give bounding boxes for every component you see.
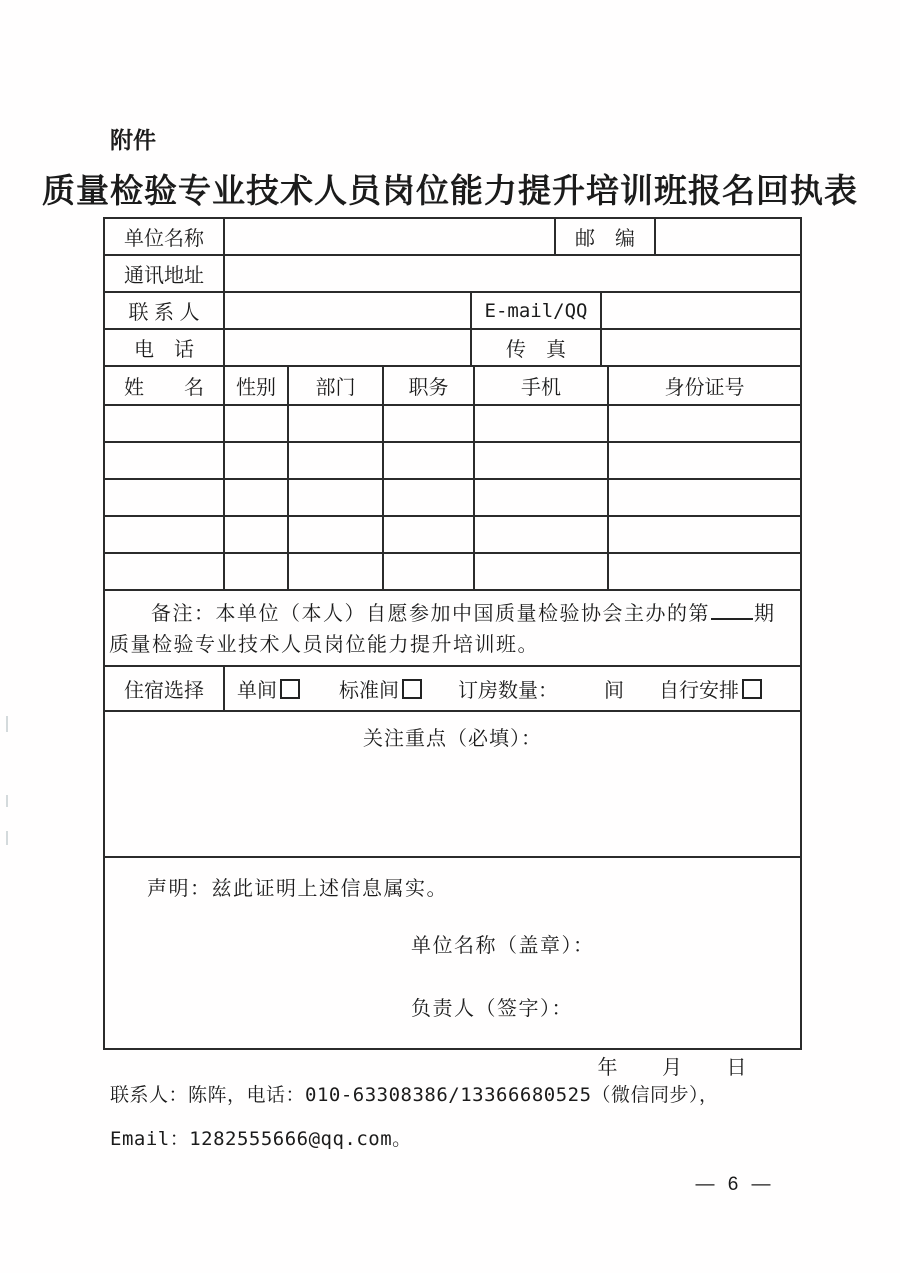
roster-empty-cell <box>384 517 475 552</box>
row-contact <box>105 293 800 330</box>
email-qq-input-area <box>602 293 800 328</box>
roster-empty-cell <box>105 406 225 441</box>
email-qq-label: E-mail/QQ <box>472 293 602 328</box>
roster-empty-cell <box>475 517 609 552</box>
roster-empty-cell <box>475 554 609 589</box>
footer-contact-line: 联系人：陈阵，电话：010-63308386/13366680525（微信同步）， <box>110 1084 719 1106</box>
footer-email-line: Email：1282555666@qq.com。 <box>110 1128 412 1150</box>
row-unit-name <box>105 219 800 256</box>
document-title: 质量检验专业技术人员岗位能力提升培训班报名回执表 <box>42 172 858 209</box>
address-input-area <box>225 256 800 291</box>
attachment-label: 附件 <box>110 127 156 153</box>
roster-empty-cell <box>225 480 289 515</box>
roster-empty-cell <box>609 517 800 552</box>
declaration-row <box>105 858 800 1079</box>
roster-empty-cell <box>225 443 289 478</box>
scan-artifact-mark <box>6 795 8 807</box>
booking-quantity-label: 订房数量： <box>458 680 558 702</box>
unit-name-label: 单位名称 <box>105 219 225 254</box>
roster-empty-cell <box>105 443 225 478</box>
remark-line-2: 质量检验专业技术人员岗位能力提升培训班。 <box>109 634 539 656</box>
roster-empty-cell <box>225 406 289 441</box>
date-line: 年 月 日 <box>597 1057 748 1079</box>
signature-line: 负责人（签字）： <box>411 998 573 1020</box>
declaration-statement: 声明：兹此证明上述信息属实。 <box>147 878 448 900</box>
focus-row <box>105 712 800 858</box>
scan-artifact-mark <box>6 831 8 845</box>
roster-empty-row <box>105 480 800 517</box>
roster-header-mobile: 手机 <box>475 367 609 404</box>
roster-header-position: 职务 <box>384 367 475 404</box>
remark-line-1 <box>109 599 792 630</box>
roster-empty-cell <box>105 554 225 589</box>
roster-empty-cell <box>105 517 225 552</box>
roster-empty-cell <box>384 406 475 441</box>
roster-empty-cell <box>289 406 384 441</box>
roster-empty-cell <box>475 406 609 441</box>
page-number: — 6 — <box>695 1174 775 1195</box>
roster-header-name: 姓 名 <box>105 367 225 404</box>
roster-empty-cell <box>384 480 475 515</box>
lodging-options-cell <box>225 667 800 710</box>
standard-room-checkbox <box>402 679 422 699</box>
roster-empty-cell <box>289 443 384 478</box>
roster-empty-cell <box>609 443 800 478</box>
row-address <box>105 256 800 293</box>
lodging-label: 住宿选择 <box>105 667 225 710</box>
roster-empty-cell <box>289 480 384 515</box>
roster-empty-cell <box>475 443 609 478</box>
roster-empty-cell <box>384 554 475 589</box>
unit-name-input-area <box>225 219 556 254</box>
roster-empty-cell <box>609 480 800 515</box>
focus-label: 关注重点（必填）： <box>363 728 542 750</box>
roster-empty-cell <box>609 554 800 589</box>
registration-form-table <box>103 217 802 1079</box>
lodging-row <box>105 667 800 712</box>
declaration-cell <box>105 858 800 1079</box>
roster-empty-row <box>105 517 800 554</box>
roster-empty-cell <box>609 406 800 441</box>
fax-input-area <box>602 330 800 365</box>
self-arrange-checkbox <box>742 679 762 699</box>
roster-empty-cell <box>105 480 225 515</box>
roster-empty-row <box>105 406 800 443</box>
fax-label: 传 真 <box>472 330 602 365</box>
contact-input-area <box>225 293 472 328</box>
row-phone <box>105 330 800 367</box>
roster-empty-row <box>105 443 800 480</box>
phone-input-area <box>225 330 472 365</box>
roster-empty-cell <box>225 554 289 589</box>
roster-header-department: 部门 <box>289 367 384 404</box>
roster-empty-cell <box>289 517 384 552</box>
roster-header-gender: 性别 <box>225 367 289 404</box>
roster-empty-cell <box>225 517 289 552</box>
single-room-option-label: 单间 <box>237 680 277 702</box>
address-label: 通讯地址 <box>105 256 225 291</box>
phone-label: 电 话 <box>105 330 225 365</box>
scan-artifact-mark <box>6 716 8 732</box>
unit-seal-line: 单位名称（盖章）： <box>411 935 595 957</box>
single-room-checkbox <box>280 679 300 699</box>
roster-header-id-number: 身份证号 <box>664 377 745 399</box>
remark-cell <box>105 591 800 665</box>
standard-room-option-label: 标准间 <box>339 680 399 702</box>
roster-empty-cell <box>289 554 384 589</box>
roster-empty-row <box>105 554 800 591</box>
self-arrange-option-label: 自行安排 <box>659 680 739 702</box>
postal-code-label: 邮 编 <box>556 219 656 254</box>
postal-code-input-area <box>656 219 800 254</box>
roster-header-row <box>105 367 800 406</box>
booking-quantity-unit-label: 间 <box>604 680 624 702</box>
fill-in-blank-underline <box>711 613 753 620</box>
roster-empty-cell <box>384 443 475 478</box>
remark-text-before-blank: 备注：本单位（本人）自愿参加中国质量检验协会主办的第 <box>151 603 710 625</box>
roster-empty-cell <box>475 480 609 515</box>
contact-label: 联 系 人 <box>105 293 225 328</box>
remark-row <box>105 591 800 667</box>
remark-text-after-blank: 期 <box>754 603 776 625</box>
